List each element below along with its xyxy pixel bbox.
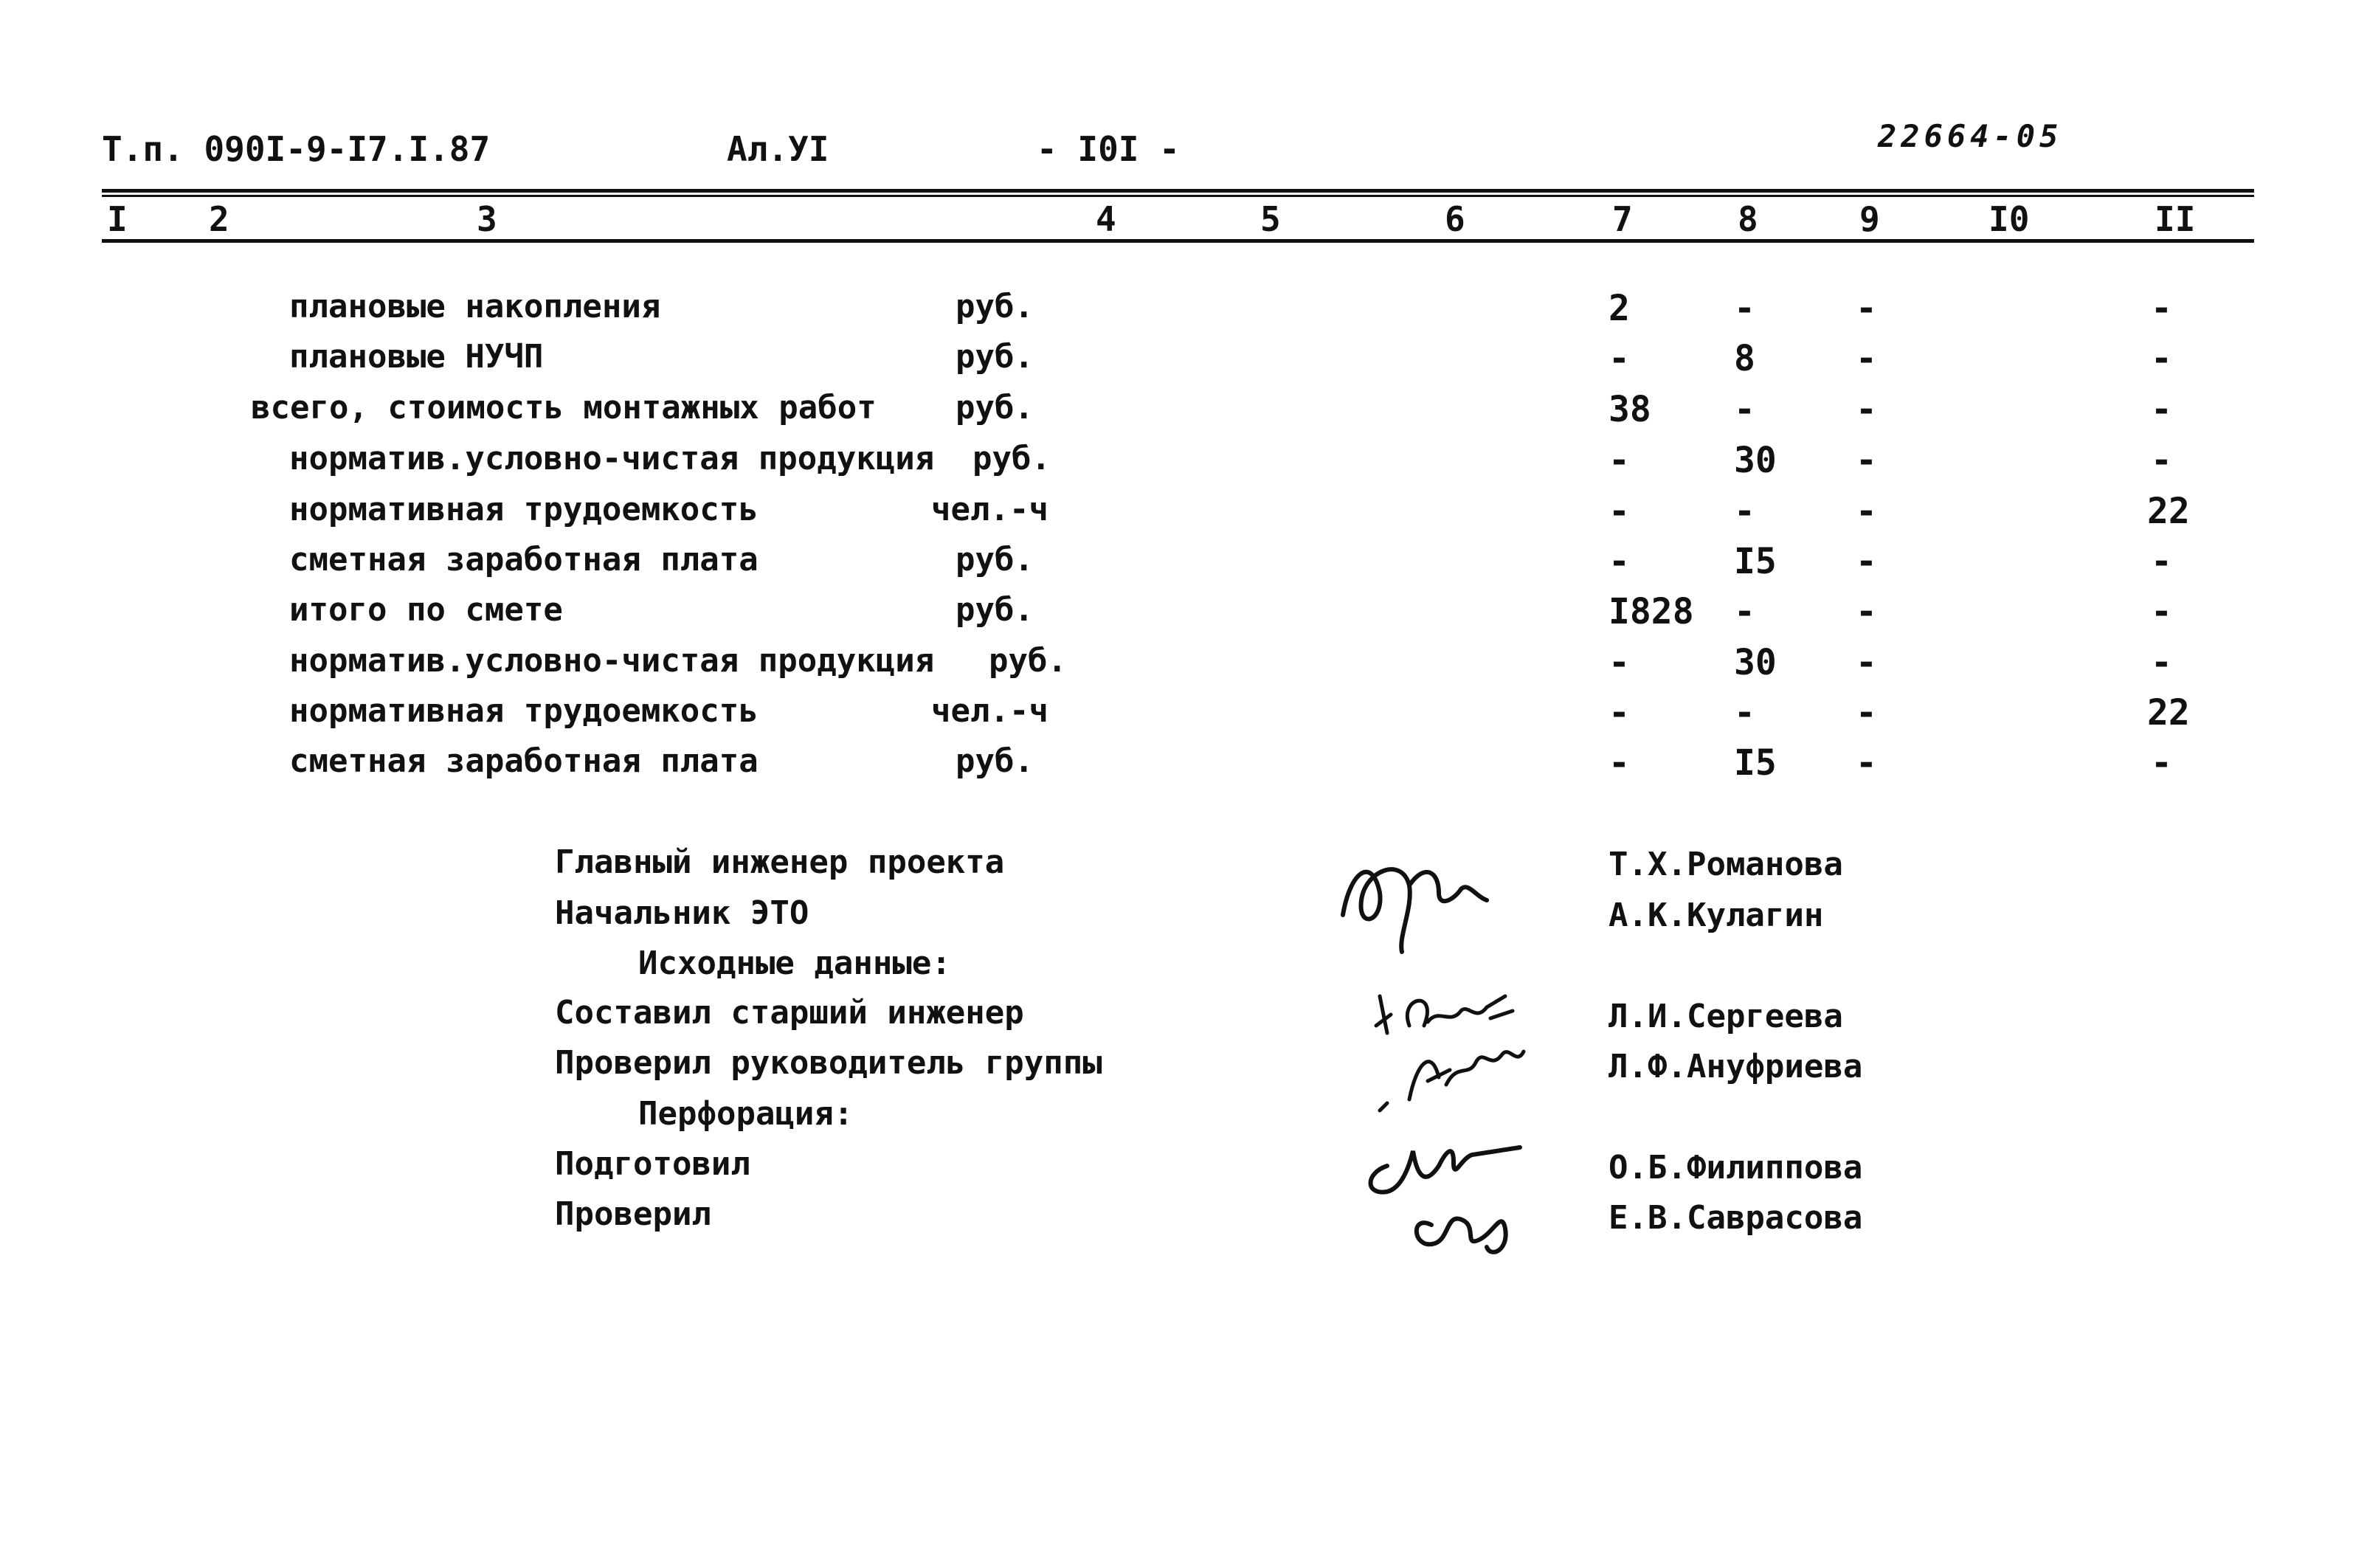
row-unit: руб. (956, 541, 1034, 578)
handwritten-signature-chief (1328, 826, 1505, 959)
table-row (0, 338, 2353, 388)
col7-value: - (1609, 338, 1630, 379)
column-number: 4 (1096, 199, 1116, 239)
column-number: 6 (1445, 199, 1465, 239)
album-label: Ал.УI (727, 129, 829, 169)
col9-value: - (1856, 288, 1877, 329)
column-number: II (2155, 199, 2196, 239)
col9-value: - (1856, 389, 1877, 430)
col8-value: I5 (1734, 541, 1777, 582)
table-row (0, 692, 2353, 742)
prepared-role: Подготовил (555, 1145, 750, 1183)
col7-value: - (1609, 541, 1630, 582)
row-unit: руб. (989, 642, 1067, 680)
col8-value: 30 (1734, 642, 1777, 683)
col8-value: I5 (1734, 742, 1777, 784)
col9-value: - (1856, 541, 1877, 582)
col9-value: - (1856, 692, 1877, 733)
checked-lead-name: Л.Ф.Ануфриева (1609, 1048, 1863, 1085)
checked-role: Проверил (555, 1195, 711, 1233)
chief-engineer-role: Главный инженер проекта (555, 843, 1005, 881)
row-unit: руб. (956, 288, 1034, 325)
col7-value: - (1609, 440, 1630, 481)
column-number: I (107, 199, 128, 239)
col8-value: - (1734, 288, 1755, 329)
source-data-heading: Исходные данные: (638, 944, 951, 982)
perforation-heading: Перфорация: (638, 1095, 854, 1133)
compiled-role: Составил старший инженер (555, 994, 1024, 1032)
col11-value: - (2151, 389, 2172, 430)
row-unit: чел.-ч (931, 692, 1048, 730)
row-name: нормативная трудоемкость (289, 692, 759, 730)
row-name: итого по смете (289, 591, 563, 629)
col7-value: 38 (1609, 389, 1651, 430)
eto-head-name: А.К.Кулагин (1609, 897, 1824, 934)
checked-lead-role: Проверил руководитель группы (555, 1044, 1102, 1082)
col8-value: 30 (1734, 440, 1777, 481)
eto-head-role: Начальник ЭТО (555, 894, 809, 932)
row-unit: руб. (956, 389, 1034, 426)
row-unit: руб. (956, 742, 1034, 780)
row-name: плановые НУЧП (289, 338, 544, 376)
column-number: I0 (1989, 199, 2030, 239)
column-number: 9 (1859, 199, 1880, 239)
row-name: сметная заработная плата (289, 742, 759, 780)
col8-value: - (1734, 389, 1755, 430)
col11-value: 22 (2147, 692, 2190, 733)
row-unit: чел.-ч (931, 491, 1048, 528)
col11-value: - (2151, 288, 2172, 329)
col11-value: - (2151, 642, 2172, 683)
col7-value: - (1609, 742, 1630, 784)
column-number: 8 (1738, 199, 1758, 239)
col7-value: - (1609, 642, 1630, 683)
table-row (0, 541, 2353, 591)
col8-value: - (1734, 591, 1755, 632)
row-unit: руб. (972, 440, 1051, 477)
header-rule-bottom (102, 239, 2254, 243)
col9-value: - (1856, 491, 1877, 532)
table-row (0, 591, 2353, 641)
col9-value: - (1856, 742, 1877, 784)
checked-name: Е.В.Саврасова (1609, 1199, 1863, 1237)
col11-value: - (2151, 742, 2172, 784)
header-rule-top (102, 189, 2254, 193)
col8-value: 8 (1734, 338, 1755, 379)
reference-number: 22664-05 (1878, 118, 2063, 154)
col11-value: - (2151, 440, 2172, 481)
row-name: всего, стоимость монтажных работ (251, 389, 877, 426)
table-row (0, 288, 2353, 338)
handwritten-signature-compiled (1358, 981, 1549, 1122)
col9-value: - (1856, 338, 1877, 379)
table-row (0, 642, 2353, 692)
column-number: 3 (477, 199, 497, 239)
table-row (0, 491, 2353, 541)
row-unit: руб. (956, 338, 1034, 376)
col9-value: - (1856, 642, 1877, 683)
col11-value: - (2151, 591, 2172, 632)
column-number: 5 (1260, 199, 1281, 239)
col7-value: I828 (1609, 591, 1694, 632)
col8-value: - (1734, 692, 1755, 733)
page-number: - I0I - (1037, 129, 1180, 169)
chief-engineer-name: Т.Х.Романова (1609, 846, 1843, 883)
header-rule-top-second (102, 195, 2254, 197)
col11-value: 22 (2147, 491, 2190, 532)
col8-value: - (1734, 491, 1755, 532)
row-name: норматив.условно-чистая продукция (289, 642, 935, 680)
col7-value: 2 (1609, 288, 1630, 329)
row-unit: руб. (956, 591, 1034, 629)
col9-value: - (1856, 591, 1877, 632)
col11-value: - (2151, 541, 2172, 582)
table-row (0, 440, 2353, 490)
col9-value: - (1856, 440, 1877, 481)
row-name: нормативная трудоемкость (289, 491, 759, 528)
col7-value: - (1609, 491, 1630, 532)
table-row (0, 389, 2353, 439)
row-name: плановые накопления (289, 288, 661, 325)
document-code: Т.п. 090I-9-I7.I.87 (102, 129, 491, 169)
column-number: 7 (1612, 199, 1633, 239)
col7-value: - (1609, 692, 1630, 733)
compiled-name: Л.И.Сергеева (1609, 998, 1843, 1035)
column-number: 2 (209, 199, 229, 239)
row-name: сметная заработная плата (289, 541, 759, 578)
table-row (0, 742, 2353, 792)
handwritten-signature-perforation (1343, 1122, 1549, 1262)
row-name: норматив.условно-чистая продукция (289, 440, 935, 477)
col11-value: - (2151, 338, 2172, 379)
prepared-name: О.Б.Филиппова (1609, 1149, 1863, 1187)
